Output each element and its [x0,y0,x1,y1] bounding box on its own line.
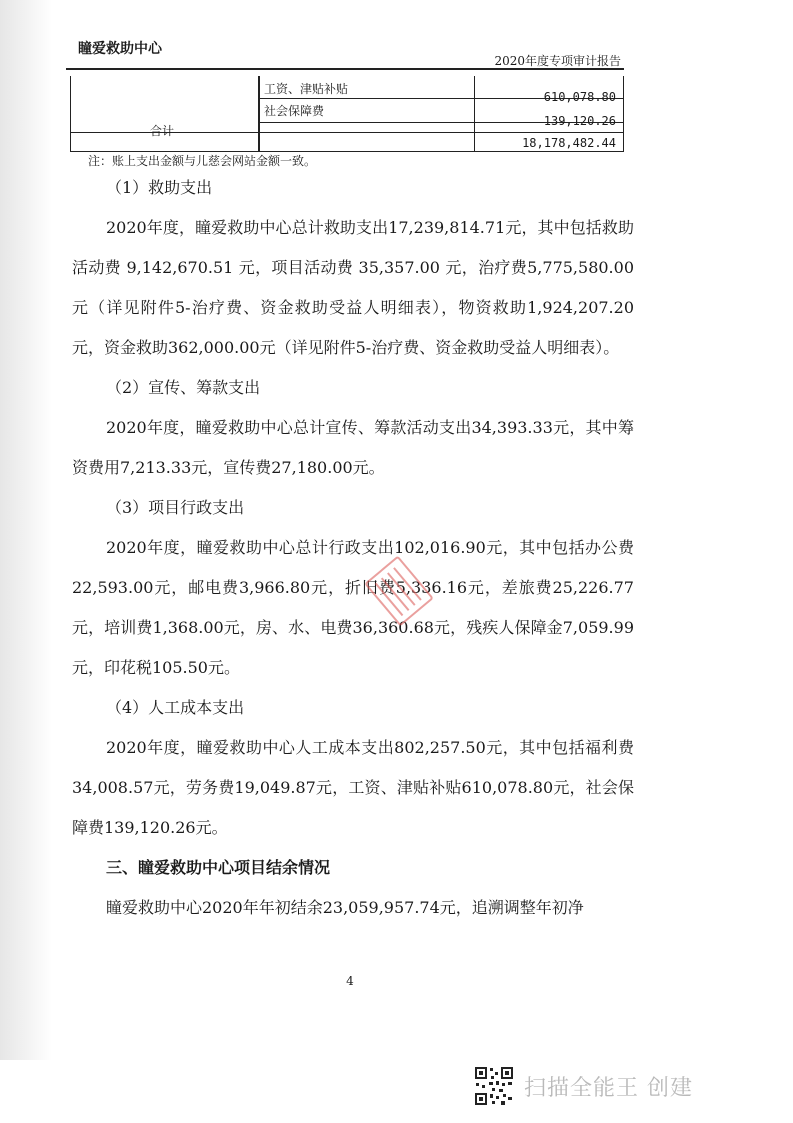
qr-code-icon [474,1066,514,1106]
section-paragraph: 2020年度，瞳爱救助中心人工成本支出802,257.50元，其中包括福利费34,008.57元，劳务费19,049.87元，工资、津贴补贴610,078.80元，社会保障费139,120.26元。 [72,738,634,837]
table-border-left [70,76,71,152]
scanner-watermark [474,1066,693,1106]
table-column-divider [258,76,260,152]
table-total-amount: 18,178,482.44 [522,136,616,150]
document-body [72,168,634,928]
header-org-name: 瞳爱救助中心 [78,41,162,57]
section-heading: （1）救助支出 [106,178,213,197]
table-total-label: 合计 [150,124,175,138]
chapter-heading: 三、瞳爱救助中心项目结余情况 [106,858,331,877]
table-note: 注：账上支出金额与儿慈会网站金额一致。 [88,154,317,168]
table-row-amount: 610,078.80 [543,90,616,104]
section-heading: （2）宣传、筹款支出 [106,378,261,397]
header-divider [66,68,624,70]
seal-stamp [364,556,434,626]
table-row-label: 工资、津贴补贴 [264,82,349,96]
section-paragraph: 2020年度，瞳爱救助中心总计救助支出17,239,814.71元，其中包括救助活动费 9,142,670.51 元，项目活动费 35,357.00 元，治疗费5,775,580.00元（详见附件5-治疗费、资金救助受益人明细表），物资救助1,924,207.20元，资金救助362,000.00元（详见附件5-治疗费、资金救助受益人明细表）。 [72,218,634,357]
table-border-right [623,76,624,152]
section-paragraph: 2020年度，瞳爱救助中心总计行政支出102,016.90元，其中包括办公费22,593.00元，邮电费3,966.80元，折旧费5,336.16元，差旅费25,226.77元，培训费1,368.00元，房、水、电费36,360.68元，残疾人保障金7,059.99元，印花税105.50元。 [72,538,634,677]
table-row-amount: 139,120.26 [543,114,616,128]
table-row-label: 社会保障费 [264,104,325,118]
section-heading: （4）人工成本支出 [106,698,245,717]
scan-edge-shadow [0,0,52,1060]
header-report-title: 2020年度专项审计报告 [494,54,621,68]
expense-table [70,76,624,152]
section-paragraph: 2020年度，瞳爱救助中心总计宣传、筹款活动支出34,393.33元，其中筹资费用7,213.33元，宣传费27,180.00元。 [72,418,634,477]
section-paragraph: 瞳爱救助中心2020年年初结余23,059,957.74元，追溯调整年初净 [106,898,584,917]
section-heading: （3）项目行政支出 [106,498,245,517]
table-column-divider [474,76,475,152]
scanner-brand-text: 扫描全能王 创建 [524,1075,693,1101]
page-number: 4 [346,974,354,988]
